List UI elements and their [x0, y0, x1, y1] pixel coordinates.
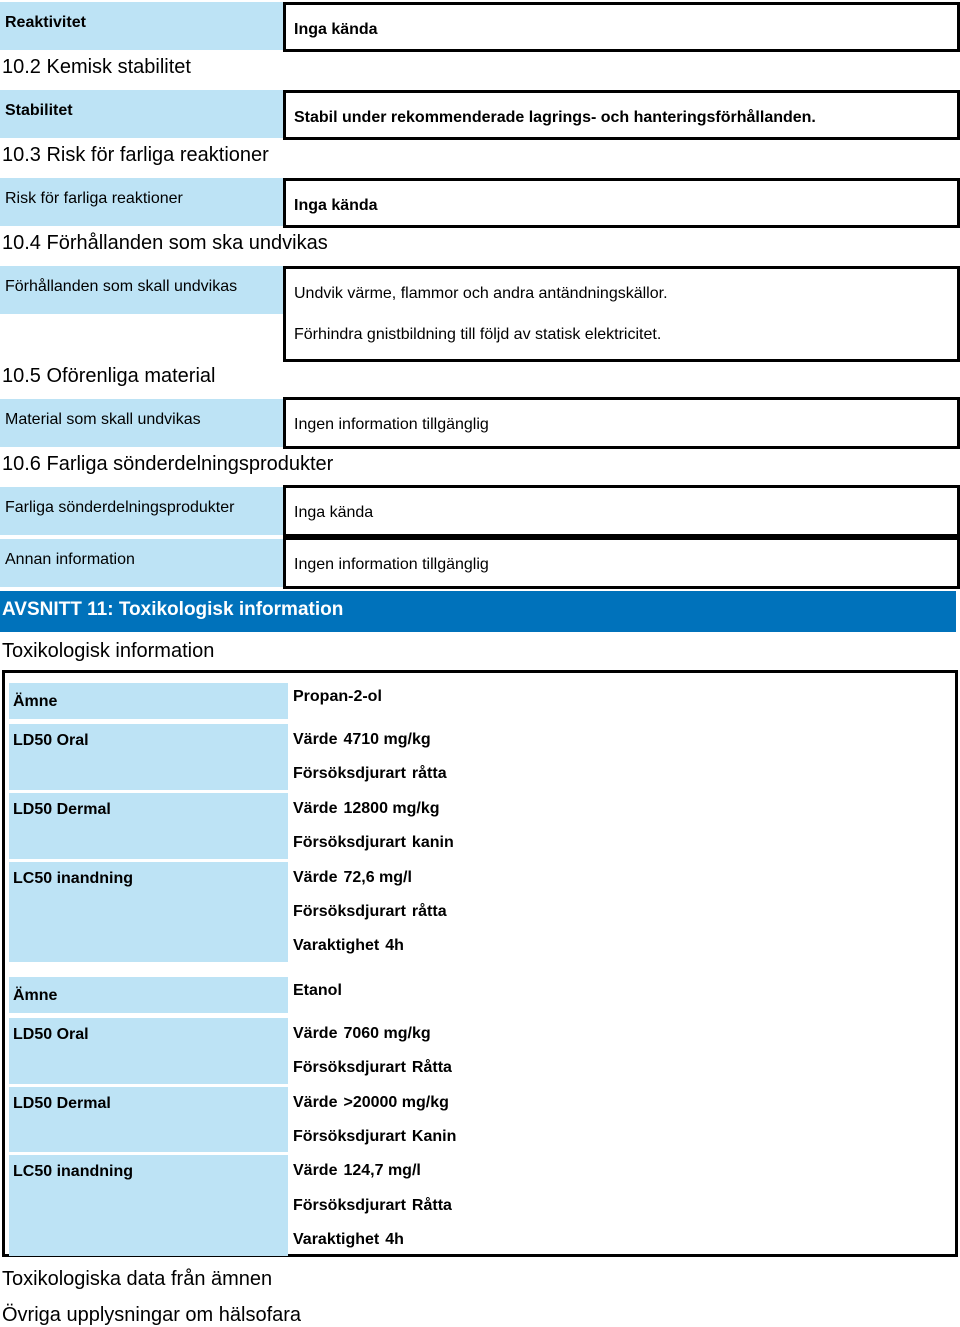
other-info-label: Annan information: [0, 539, 283, 587]
tox-value-key: Värde: [293, 731, 338, 748]
tox-value-text: 4h: [385, 1231, 404, 1249]
materials-value: [283, 397, 960, 449]
conditions-value-line: Undvik värme, flammor och andra antändningskällor.: [294, 285, 668, 302]
tox-value-text: Råtta: [411, 1196, 452, 1214]
materials-label: Material som skall undvikas: [0, 399, 283, 447]
tox-value-line: [293, 869, 412, 887]
heading-10-5: 10.5 Oförenliga material: [2, 365, 216, 387]
tox-value-key: Försöksdjurart: [293, 1128, 406, 1145]
other-info-value-text: Ingen information tillgänglig: [294, 556, 489, 573]
tox-value-key: Försöksdjurart: [293, 903, 406, 920]
tox-row-label: LD50 Oral: [9, 1018, 288, 1084]
substance-name: Etanol: [293, 981, 342, 999]
stability-value: [283, 90, 960, 140]
tox-value-text: 124,7 mg/l: [343, 1162, 421, 1180]
tox-value-key: Värde: [293, 868, 338, 886]
tox-info-heading: Toxikologisk information: [2, 640, 215, 662]
stability-label: Stabilitet: [0, 90, 283, 138]
tox-value-line: [293, 1162, 421, 1180]
other-info-value: [283, 537, 960, 589]
conditions-value-line: Förhindra gnistbildning till följd av statisk elektricitet.: [294, 326, 662, 343]
heading-10-4: 10.4 Förhållanden som ska undvikas: [2, 232, 328, 254]
hazardous-reactions-label: Risk för farliga reaktioner: [0, 178, 283, 226]
reactivity-value: [283, 2, 960, 52]
hazardous-reactions-value-text: Inga kända: [294, 197, 378, 214]
tox-value-text: 12800 mg/kg: [343, 799, 440, 817]
section-11-title: AVSNITT 11: Toxikologisk information: [0, 591, 956, 632]
tox-value-key: Värde: [293, 1093, 338, 1111]
tox-value-text: Kanin: [411, 1128, 457, 1145]
tox-value-line: [293, 1059, 452, 1077]
heading-10-6: 10.6 Farliga sönderdelningsprodukter: [2, 453, 334, 475]
tox-value-text: 4h: [385, 937, 404, 955]
tox-value-text: 72,6 mg/l: [343, 868, 412, 886]
tox-value-line: [293, 903, 447, 921]
heading-10-2: 10.2 Kemisk stabilitet: [2, 56, 191, 78]
tox-row-label: LD50 Oral: [9, 724, 288, 790]
tox-row-label: LC50 inandning: [9, 1155, 288, 1255]
conditions-label: Förhållanden som skall undvikas: [0, 266, 283, 314]
health-hazard-heading: Övriga upplysningar om hälsofara: [2, 1304, 302, 1326]
tox-value-line: [293, 731, 431, 749]
tox-value-key: Varaktighet: [293, 1231, 380, 1249]
tox-value-key: Försöksdjurart: [293, 834, 406, 852]
heading-10-3: 10.3 Risk för farliga reaktioner: [2, 144, 269, 166]
tox-value-text: kanin: [411, 834, 454, 852]
tox-value-text: råtta: [411, 765, 447, 783]
tox-row-label: LD50 Dermal: [9, 1087, 288, 1153]
tox-value-line: [293, 1231, 404, 1249]
tox-value-line: [293, 937, 404, 955]
decomposition-value: [283, 485, 960, 537]
tox-value-key: Försöksdjurart: [293, 1196, 406, 1214]
tox-value-key: Försöksdjurart: [293, 1059, 406, 1077]
tox-data-heading: Toxikologiska data från ämnen: [2, 1268, 273, 1290]
tox-value-line: [293, 1094, 449, 1112]
tox-value-key: Varaktighet: [293, 937, 380, 955]
reactivity-label: Reaktivitet: [0, 2, 283, 50]
tox-value-text: råtta: [411, 903, 447, 920]
stability-value-text: Stabil under rekommenderade lagrings- och hanteringsförhållanden.: [294, 109, 816, 126]
reactivity-value-text: Inga kända: [294, 21, 378, 38]
decomposition-label: Farliga sönderdelningsprodukter: [0, 487, 283, 535]
tox-row-label: LD50 Dermal: [9, 793, 288, 859]
tox-value-text: 7060 mg/kg: [343, 1024, 431, 1042]
conditions-value: [283, 266, 960, 362]
tox-value-key: Försöksdjurart: [293, 765, 406, 783]
materials-value-text: Ingen information tillgänglig: [294, 416, 489, 433]
tox-value-line: [293, 834, 454, 852]
tox-value-text: Råtta: [411, 1059, 452, 1077]
tox-value-line: [293, 1128, 456, 1146]
decomposition-value-text: Inga kända: [294, 504, 374, 521]
tox-value-line: [293, 800, 440, 818]
tox-value-line: [293, 1197, 452, 1215]
tox-value-text: 4710 mg/kg: [343, 731, 431, 748]
tox-value-key: Värde: [293, 1024, 338, 1042]
tox-value-line: [293, 1025, 431, 1043]
substance-name: Propan-2-ol: [293, 688, 382, 705]
tox-value-key: Värde: [293, 799, 338, 817]
tox-value-text: >20000 mg/kg: [343, 1093, 449, 1111]
tox-row-label: LC50 inandning: [9, 862, 288, 962]
substance-label: Ämne: [9, 683, 288, 719]
tox-value-key: Värde: [293, 1162, 338, 1180]
tox-value-line: [293, 765, 447, 783]
substance-label: Ämne: [9, 977, 288, 1013]
hazardous-reactions-value: [283, 178, 960, 228]
